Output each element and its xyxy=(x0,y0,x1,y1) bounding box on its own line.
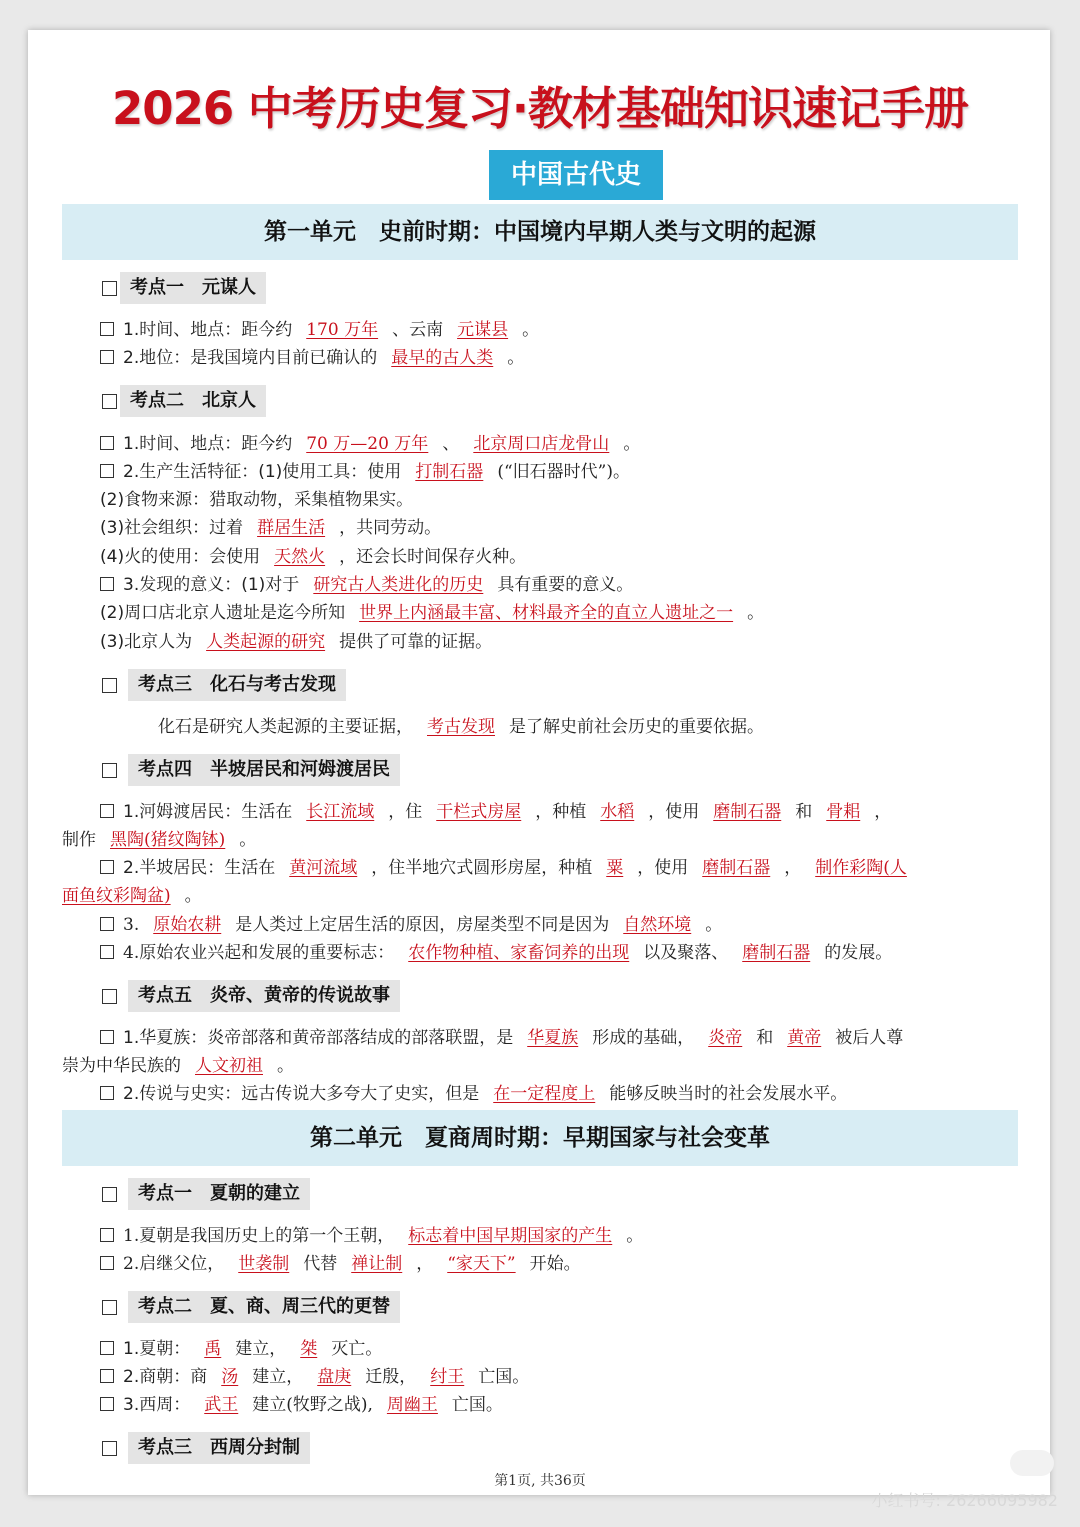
kaodian-label: 考点四 半坡居民和河姆渡居民 xyxy=(128,754,400,786)
checkbox[interactable] xyxy=(100,1030,114,1044)
kaodian-label: 考点二 夏、商、周三代的更替 xyxy=(128,1291,400,1323)
checkbox[interactable] xyxy=(102,763,117,778)
kaodian-label: 考点三 西周分封制 xyxy=(128,1432,310,1464)
text-line: 3.发现的意义：(1)对于 研究古人类进化的历史 具有重要的意义。 xyxy=(100,573,633,597)
checkbox[interactable] xyxy=(100,322,114,336)
text-line: 1.时间、地点：距今约 170 万年 、云南 元谋县 。 xyxy=(100,318,539,342)
checkbox[interactable] xyxy=(102,1187,117,1202)
text-line: 2.商朝：商 汤 建立， 盘庚 迁殷， 纣王 亡国。 xyxy=(100,1365,529,1389)
text-line: 2.地位：是我国境内目前已确认的 最早的古人类 。 xyxy=(100,346,524,370)
text-line: 4.原始农业兴起和发展的重要标志： 农作物种植、家畜饲养的出现 以及聚落、 磨制石器 的发展。 xyxy=(100,941,892,965)
checkbox[interactable] xyxy=(102,678,117,693)
kaodian-label: 考点五 炎帝、黄帝的传说故事 xyxy=(128,980,400,1012)
checkbox[interactable] xyxy=(100,1086,114,1100)
text-line: 2.半坡居民：生活在 黄河流域 ，住半地穴式圆形房屋，种植 粟 ，使用 磨制石器 ， 制作彩陶(人 xyxy=(100,856,907,880)
checkbox[interactable] xyxy=(100,464,114,478)
text-line: (2)周口店北京人遗址是迄今所知 世界上内涵最丰富、材料最齐全的直立人遗址之一 。 xyxy=(100,603,765,623)
text-line: 1.夏朝是我国历史上的第一个王朝， 标志着中国早期国家的产生 。 xyxy=(100,1224,643,1248)
checkbox[interactable] xyxy=(102,1300,117,1315)
text-line: 化石是研究人类起源的主要证据， 考古发现 是了解史前社会历史的重要依据。 xyxy=(158,717,764,737)
page-title: 2026 中考历史复习·教材基础知识速记手册 xyxy=(111,82,968,135)
checkbox[interactable] xyxy=(100,1397,114,1411)
page-number: 第1页, 共36页 xyxy=(494,1473,586,1489)
text-line: (3)北京人为 人类起源的研究 提供了可靠的证据。 xyxy=(100,632,493,652)
kaodian-label: 考点一 元谋人 xyxy=(120,272,266,304)
checkbox[interactable] xyxy=(102,1441,117,1456)
checkbox[interactable] xyxy=(100,860,114,874)
text-line: 制作 黑陶(猪纹陶钵) 。 xyxy=(62,830,257,850)
text-line: 1.夏朝： 禹 建立， 桀 灭亡。 xyxy=(100,1337,382,1361)
kaodian-label: 考点一 夏朝的建立 xyxy=(128,1178,310,1210)
watermark-logo-icon xyxy=(1010,1450,1054,1476)
text-line: 崇为中华民族的 人文初祖 。 xyxy=(62,1056,294,1076)
text-line: (3)社会组织：过着 群居生活 ，共同劳动。 xyxy=(100,518,442,538)
checkbox[interactable] xyxy=(100,1256,114,1270)
checkbox[interactable] xyxy=(100,1341,114,1355)
checkbox[interactable] xyxy=(100,1369,114,1383)
checkbox[interactable] xyxy=(100,917,114,931)
checkbox[interactable] xyxy=(100,804,114,818)
text-line: (2)食物来源：猎取动物，采集植物果实。 xyxy=(100,490,414,510)
checkbox[interactable] xyxy=(100,945,114,959)
checkbox[interactable] xyxy=(102,989,117,1004)
kaodian-label: 考点三 化石与考古发现 xyxy=(128,669,346,701)
section-badge: 中国古代史 xyxy=(489,150,663,200)
text-line: 1.华夏族：炎帝部落和黄帝部落结成的部落联盟，是 华夏族 形成的基础， 炎帝 和 黄帝 被后人尊 xyxy=(100,1026,903,1050)
text-line: 1.时间、地点：距今约 70 万—20 万年 、 北京周口店龙骨山 。 xyxy=(100,432,640,456)
text-line: 3. 原始农耕 是人类过上定居生活的原因，房屋类型不同是因为 自然环境 。 xyxy=(100,913,722,937)
text-line: 2.启继父位， 世袭制 代替 禅让制 ， “家天下” 开始。 xyxy=(100,1252,581,1276)
text-line: 2.传说与史实：远古传说大多夸大了史实，但是 在一定程度上 能够反映当时的社会发展水平。 xyxy=(100,1082,847,1106)
watermark: 小红书号: 26266095982 xyxy=(871,1491,1058,1510)
checkbox[interactable] xyxy=(100,436,114,450)
checkbox[interactable] xyxy=(100,577,114,591)
unit-2-title: 第二单元 夏商周时期：早期国家与社会变革 xyxy=(62,1110,1018,1166)
checkbox[interactable] xyxy=(102,394,117,409)
text-line: 1.河姆渡居民：生活在 长江流域 ，住 干栏式房屋 ，种植 水稻 ，使用 磨制石器 和 骨耜 ， xyxy=(100,800,891,824)
text-line: 2.生产生活特征：(1)使用工具：使用 打制石器 (“旧石器时代”)。 xyxy=(100,460,630,484)
kaodian-label: 考点二 北京人 xyxy=(120,385,266,417)
checkbox[interactable] xyxy=(100,1228,114,1242)
checkbox[interactable] xyxy=(100,350,114,364)
checkbox[interactable] xyxy=(102,281,117,296)
text-line: 3.西周： 武王 建立(牧野之战), 周幽王 亡国。 xyxy=(100,1393,503,1417)
text-line: (4)火的使用：会使用 天然火 ，还会长时间保存火种。 xyxy=(100,547,527,567)
text-line: 面鱼纹彩陶盆) 。 xyxy=(62,886,202,906)
unit-1-title: 第一单元 史前时期：中国境内早期人类与文明的起源 xyxy=(62,204,1018,260)
